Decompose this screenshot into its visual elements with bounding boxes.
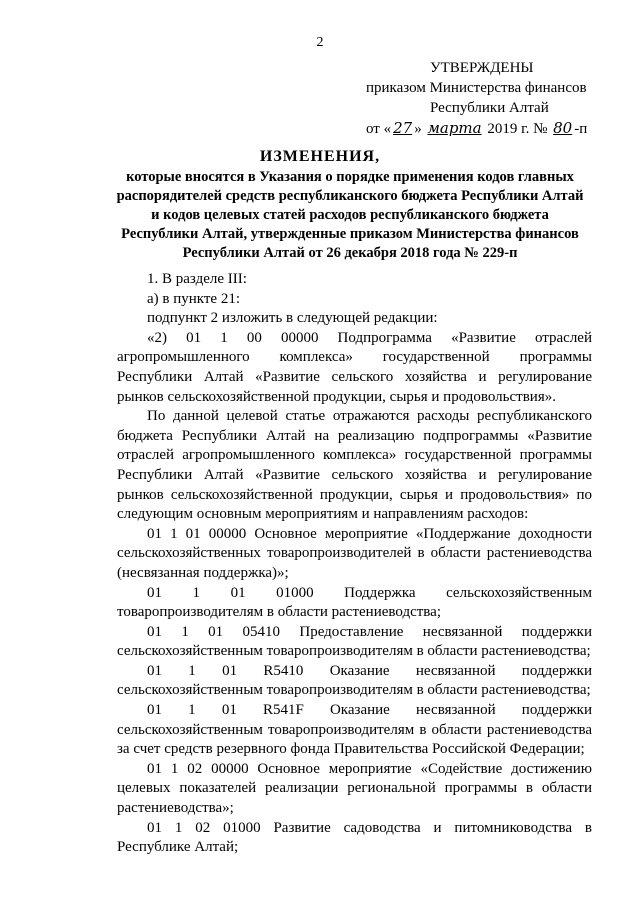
number-suffix: -п bbox=[574, 121, 588, 137]
handwritten-month: марта bbox=[427, 119, 482, 137]
paragraph: По данной целевой статье отражаются расходы республиканского бюджета Республики Алтай на реализацию подпрограммы «Развитие отраслей агропромышленного комплекса» государственной программы Республики Алтай «Развитие сельского хозяйства и регулирование рынков сельскохозяйственной продукции, сырья и продовольствия» по следующим основным мероприятиям и направлениям расходов: bbox=[117, 408, 592, 523]
approval-date-line bbox=[360, 118, 610, 139]
paragraph: подпункт 2 изложить в следующей редакции: bbox=[147, 310, 438, 327]
paragraph: 01 1 01 01000 Поддержка сельскохозяйственным товаропроизводителям в области растениеводства; bbox=[117, 584, 592, 621]
year-part: 2019 г. № bbox=[487, 121, 548, 137]
document-title: ИЗМЕНЕНИЯ, bbox=[259, 148, 381, 165]
date-mid: » bbox=[414, 121, 422, 137]
paragraph: 01 1 02 01000 Развитие садоводства и питомниководства в Республике Алтай; bbox=[117, 819, 592, 856]
date-prefix: от « bbox=[366, 121, 392, 137]
paragraph: 01 1 02 00000 Основное мероприятие «Содействие достижению целевых показателей реализации региональной программы в области растениеводства»; bbox=[117, 760, 592, 817]
approval-line-republic: Республики Алтай bbox=[430, 100, 549, 116]
paragraph: 01 1 01 R5410 Оказание несвязанной поддержки сельскохозяйственным товаропроизводителям в области растениеводства; bbox=[117, 662, 592, 699]
document-subtitle: которые вносятся в Указания о порядке применения кодов главных распорядителей средств республиканского бюджета Республики Алтай и кодов целевых статей расходов республиканского бюджета Республики Алтай, утвержденные приказом Министерства финансов Республики Алтай от 26 декабря 2018 года № 229-п bbox=[116, 169, 584, 261]
paragraph: «2) 01 1 00 00000 Подпрограмма «Развитие отраслей агропромышленного комплекса» государственной программы Республики Алтай «Развитие сельского хозяйства и регулирование рынков сельскохозяйственной продукции, сырья и продовольствия». bbox=[117, 329, 592, 405]
paragraph: 1. В разделе III: bbox=[147, 271, 247, 287]
paragraph: а) в пункте 21: bbox=[147, 290, 241, 307]
handwritten-day: 27 bbox=[393, 119, 413, 137]
page-number: 2 bbox=[316, 35, 324, 50]
paragraph: 01 1 01 05410 Предоставление несвязанной поддержки сельскохозяйственным товаропроизводителям в области растениеводства; bbox=[117, 623, 592, 660]
handwritten-number: 80 bbox=[553, 119, 573, 137]
approval-heading: УТВЕРЖДЕНЫ bbox=[430, 60, 534, 76]
paragraph: 01 1 01 00000 Основное мероприятие «Поддержание доходности сельскохозяйственных товаропроизводителей в области растениеводства (несвязанная поддержка)»; bbox=[117, 525, 592, 581]
paragraph: 01 1 01 R541F Оказание несвязанной поддержки сельскохозяйственным товаропроизводителям в области растениеводства за счет средств резервного фонда Правительства Российской Федерации; bbox=[117, 702, 592, 758]
document-body bbox=[117, 270, 592, 858]
approval-line-ministry: приказом Министерства финансов bbox=[366, 80, 587, 96]
approval-block bbox=[360, 58, 610, 139]
